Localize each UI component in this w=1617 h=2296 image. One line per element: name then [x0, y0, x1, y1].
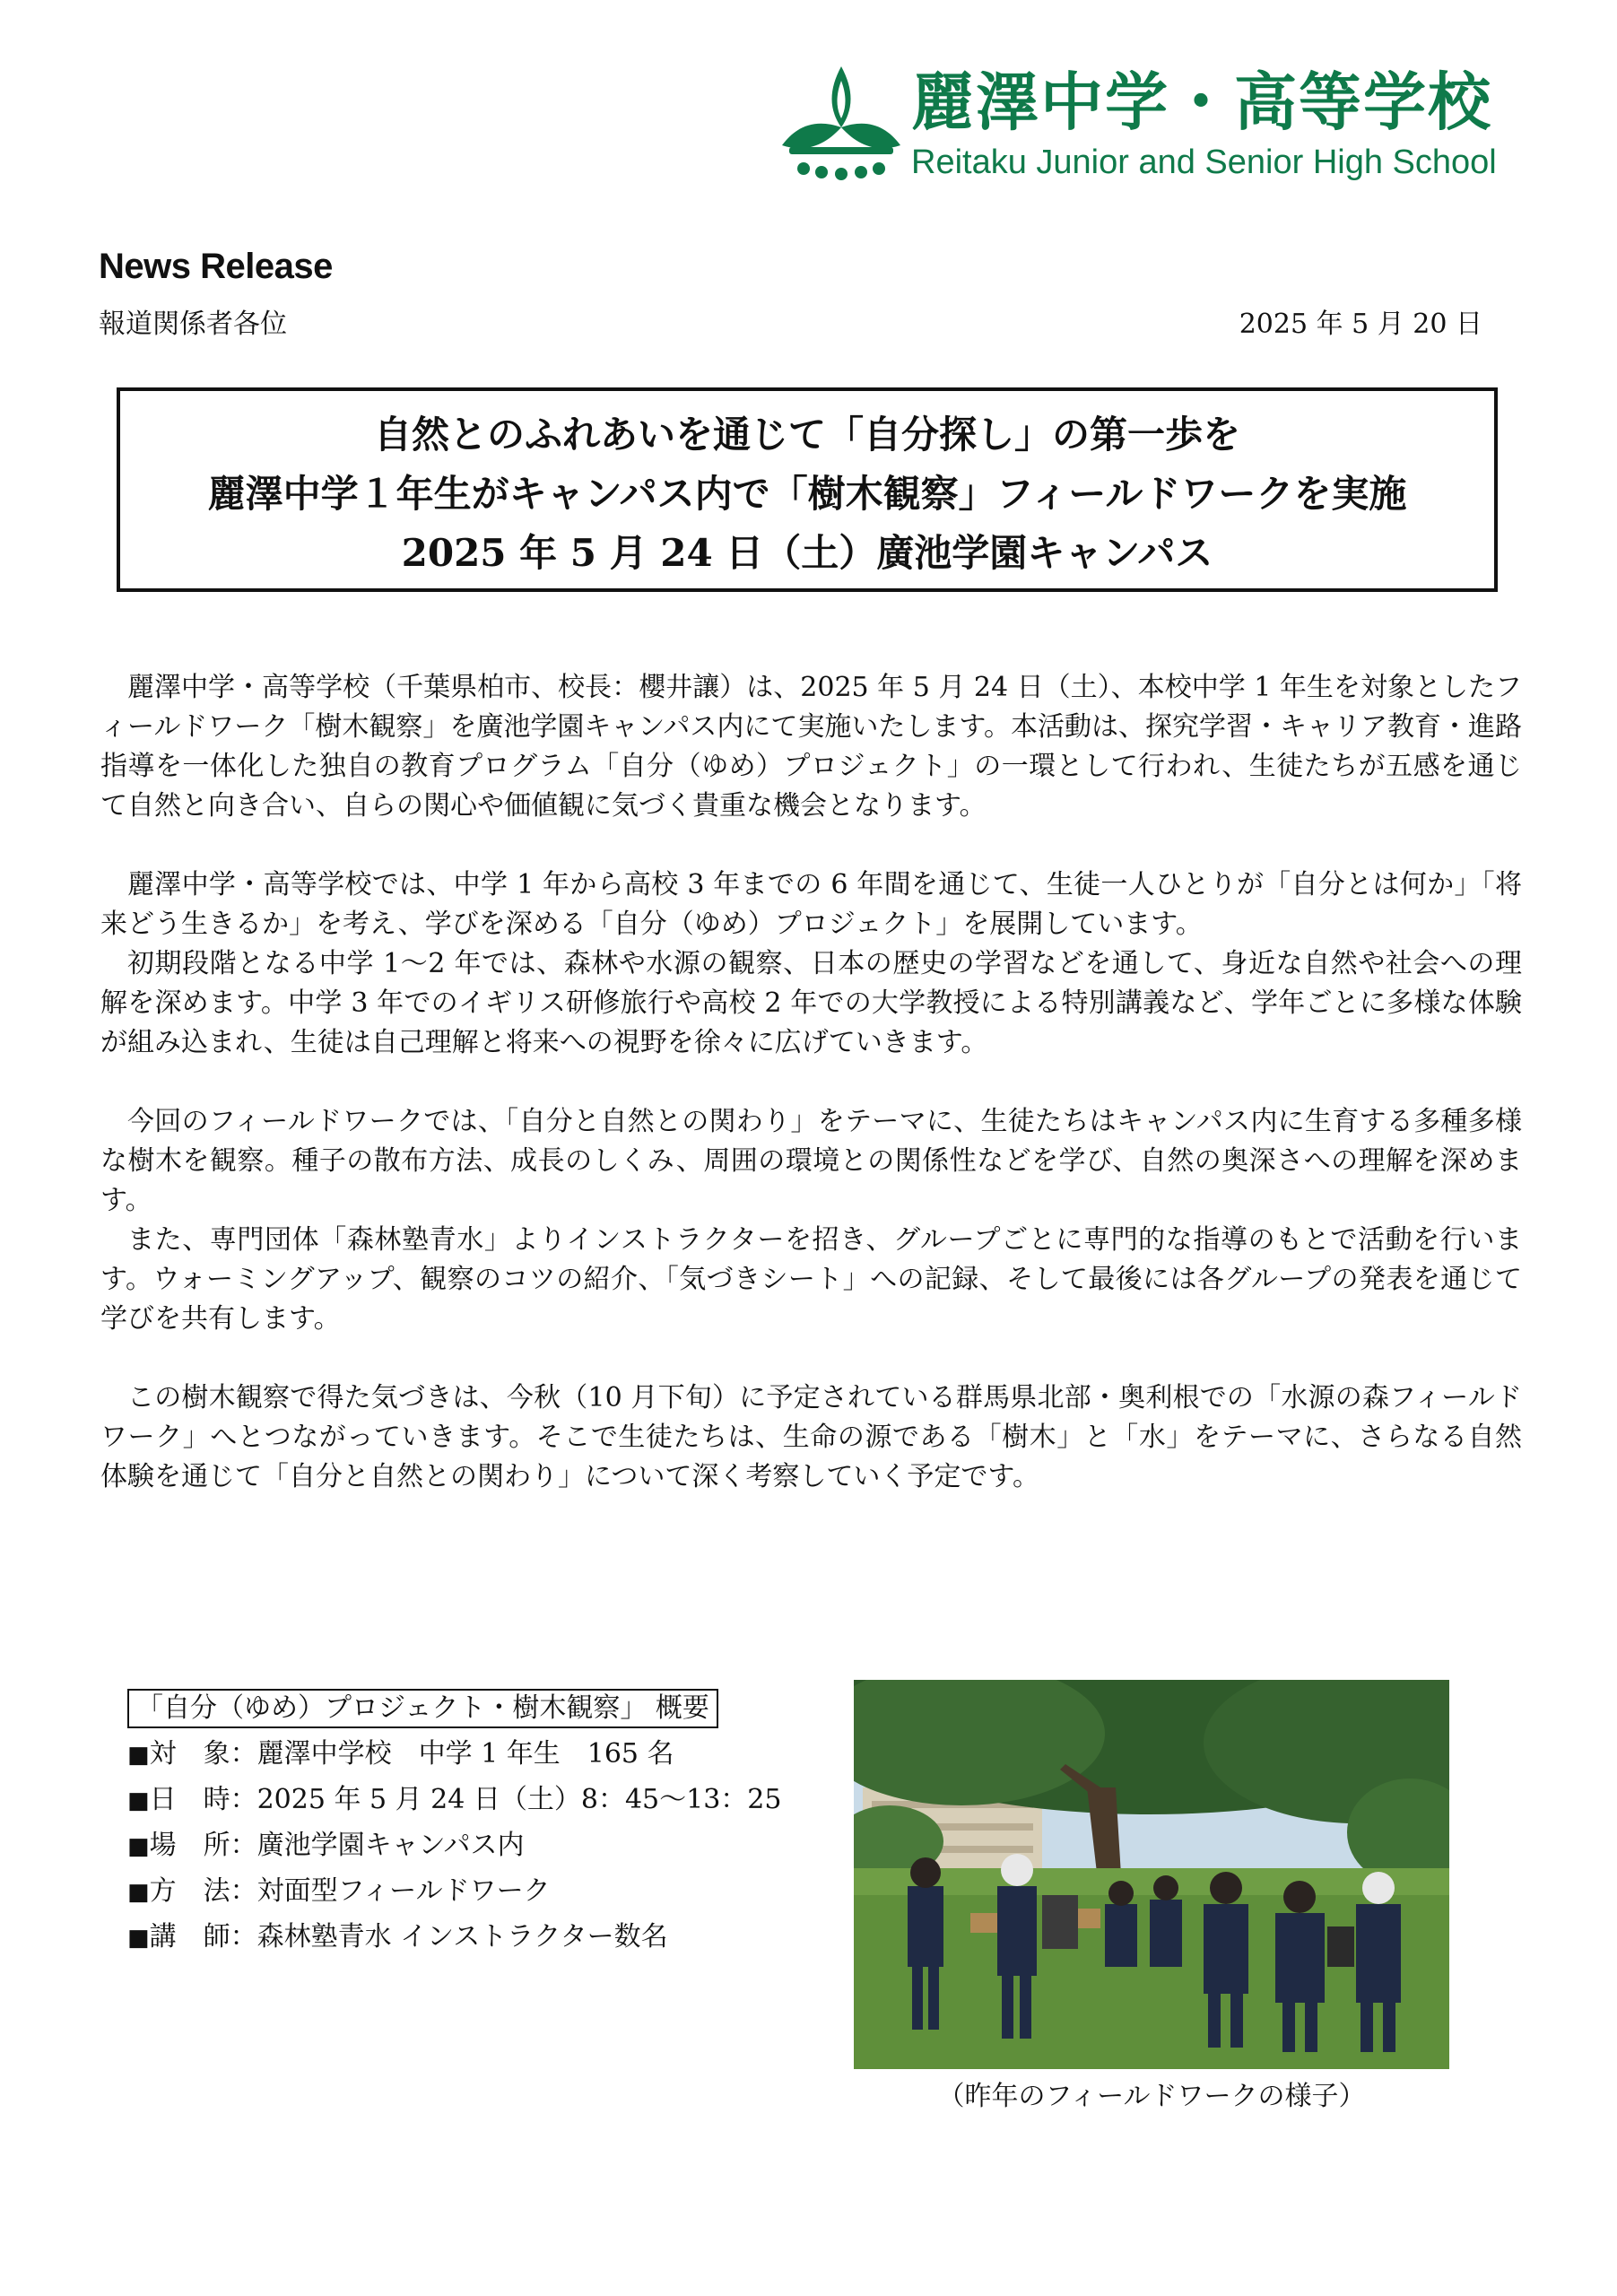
- summary-item-label: 講 師：: [149, 1921, 257, 1952]
- fieldwork-photo: [854, 1680, 1449, 2069]
- body-paragraph-3: 初期段階となる中学 1～2 年では、森林や水源の観察、日本の歴史の学習などを通して、身近な自然や社会への理解を深めます。中学 3 年でのイギリス研修旅行や高校 2 年での大学教授による特別講義など、学年ごとに多様な体験が組み込まれ、生徒は自己理解と将来への視野を徐々に広げていきます。: [100, 948, 1522, 1058]
- summary-item: [127, 1732, 845, 1778]
- summary-item-value: 廣池学園キャンパス内: [256, 1830, 525, 1861]
- summary-item: [127, 1778, 845, 1823]
- summary-heading: 「自分（ゆめ）プロジェクト・樹木観察」 概要: [127, 1689, 718, 1728]
- body-paragraph-4: 今回のフィールドワークでは、「自分と自然との関わり」をテーマに、生徒たちはキャンパス内に生育する多種多様な樹木を観察。種子の散布方法、成長のしくみ、周囲の環境との関係性などを学び、自然の奥深さへの理解を深めます。: [100, 1106, 1522, 1216]
- release-date: 2025 年 5 月 20 日: [1239, 309, 1482, 340]
- summary-item-label: 日 時：: [149, 1784, 257, 1815]
- title-line-2: 麗澤中学１年生がキャンパス内で「樹木観察」フィールドワークを実施: [207, 472, 1407, 516]
- square-bullet-icon: ■: [127, 1925, 150, 1952]
- school-logo: [777, 63, 1512, 188]
- summary-item-value: 森林塾青水 インストラクター数名: [256, 1921, 668, 1952]
- school-name-ja: 麗澤中学・高等学校: [911, 65, 1492, 139]
- square-bullet-icon: ■: [127, 1787, 150, 1814]
- summary-item-label: 対 象：: [149, 1738, 257, 1770]
- summary-item: [127, 1823, 845, 1869]
- square-bullet-icon: ■: [127, 1879, 150, 1906]
- body-paragraph-6: この樹木観察で得た気づきは、今秋（10 月下旬）に予定されている群馬県北部・奥利根での「水源の森フィールドワーク」へとつながっていきます。そこで生徒たちは、生命の源である「樹木」と「水」をテーマに、さらなる自然体験を通じて「自分と自然との関わり」について深く考察していく予定です。: [100, 1382, 1522, 1492]
- photo-caption: （昨年のフィールドワークの様子）: [937, 2081, 1366, 2112]
- square-bullet-icon: ■: [127, 1833, 150, 1860]
- summary-item-value: 対面型フィールドワーク: [256, 1875, 551, 1907]
- body-paragraph-1: 麗澤中学・高等学校（千葉県柏市、校長：櫻井讓）は、2025 年 5 月 24 日（土）、本校中学 1 年生を対象としたフィールドワーク「樹木観察」を廣池学園キャンパス内にて実施いたします。本活動は、探究学習・キャリア教育・進路指導を一体化した独自の教育プログラム「自分（ゆめ）プロジェクト」の一環として行われ、生徒たちが五感を通じて自然と向き合い、自らの関心や価値観に気づく貴重な機会となります。: [100, 672, 1522, 822]
- body-paragraph-2: 麗澤中学・高等学校では、中学 1 年から高校 3 年までの 6 年間を通じて、生徒一人ひとりが「自分とは何か」「将来どう生きるか」を考え、学びを深める「自分（ゆめ）プロジェクト」を展開しています。: [100, 869, 1522, 940]
- title-line-1: 自然とのふれあいを通じて「自分探し」の第一歩を: [373, 413, 1240, 457]
- summary-item-value: 麗澤中学校 中学 1 年生 165 名: [256, 1738, 674, 1770]
- title-box: [117, 387, 1498, 592]
- body-text: [100, 668, 1522, 1497]
- summary-item-label: 方 法：: [149, 1875, 257, 1907]
- reitaku-emblem-icon: [777, 63, 907, 184]
- fieldwork-photo-illustration: [854, 1680, 1449, 2069]
- addressee: 報道関係者各位: [99, 309, 287, 340]
- summary-item-value: 2025 年 5 月 24 日（土）8：45～13：25: [256, 1784, 782, 1815]
- school-name-en: Reitaku Junior and Senior High School: [911, 144, 1497, 181]
- summary-item: [127, 1915, 845, 1961]
- summary-section: [127, 1686, 845, 1961]
- square-bullet-icon: ■: [127, 1742, 150, 1769]
- summary-item: [127, 1869, 845, 1915]
- title-line-3: 2025 年 5 月 24 日（土）廣池学園キャンパス: [401, 531, 1213, 575]
- summary-item-label: 場 所：: [149, 1830, 257, 1861]
- news-release-label: News Release: [99, 247, 333, 286]
- body-paragraph-5: また、専門団体「森林塾青水」よりインストラクターを招き、グループごとに専門的な指導のもとで活動を行います。ウォーミングアップ、観察のコツの紹介、「気づきシート」への記録、そして最後には各グループの発表を通じて学びを共有します。: [100, 1224, 1522, 1335]
